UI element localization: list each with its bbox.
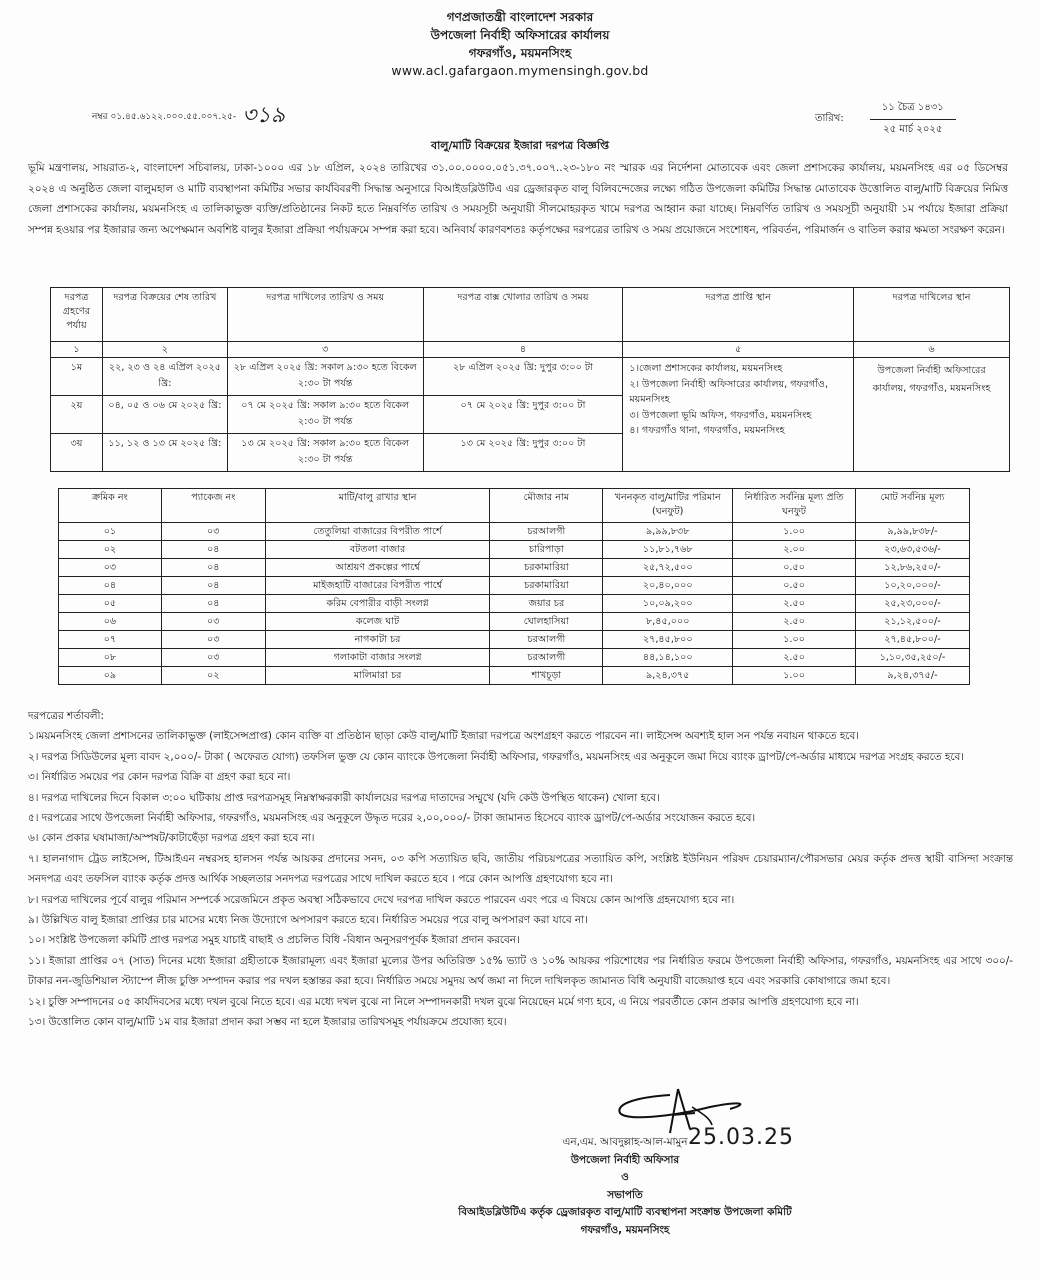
storage-location: নাগকাটা চর xyxy=(265,631,490,649)
package-header: ক্রমিক নং xyxy=(59,489,162,523)
serial-no: ০৮ xyxy=(59,649,162,667)
total-min-price: ২১,১২,৫০০/- xyxy=(856,613,970,631)
receipt-place: ৪। গফরগাঁও থানা, গফরগাঁও, ময়মনসিংহ xyxy=(629,425,785,436)
storage-location: তেতুলিয়া বাজারের বিপরীত পার্শে xyxy=(265,523,490,541)
schedule-header: দরপত্র বিক্রয়ের শেষ তারিখ xyxy=(102,288,227,342)
column-number: ১ xyxy=(51,342,103,358)
package-no: ০৩ xyxy=(161,649,265,667)
term-item: ১১। ইজারা প্রাপ্তির ০৭ (সাত) দিনের মধ্যে ইজারা গ্রহীতাকে ইজারামূল্য এবং ইজারা মুল্যের উপর অতিরিক্ত ১৫% ভ্যাট ও ১০% আয়কর পরিশোধের পর নির্ধারিত ফরমে উপজেলা নির্বাহী অফিসার, গফরগাঁও, ময়মনসিংহ এর সাথে ৩০০/- টাকার নন-জুডিশিয়াল স্ট্যাম্পে লীজ চুক্তি সম্পাদন করার পর দখল হস্তান্তর করা হবে। নির্ধারিত সময়ে সমুদয় অর্থ জমা না দিলে দাখিলকৃত জামানত বিধি অনুযায়ী বাজেয়াপ্ত হবে এবং সরকারি কোষাগারে জমা হবে। xyxy=(28,954,1013,988)
term-item: ১২। চুক্তি সম্পাদনের ০৫ কার্যদিবসের মধ্যে দখল বুঝে নিতে হবে। এর মধ্যে দখল বুঝে না নিলে সম্পাদনকারী দখল বুঝে নিয়েছেন মর্মে গণ্য হবে, এ নিয়ে পরবর্তীতে কোন প্রকার আপত্তি গ্রহণযোগ্য হবে না। xyxy=(28,995,859,1008)
submission-time: ২৮ এপ্রিল ২০২৫ খ্রি: সকাল ৯:৩০ হতে বিকেল ২:৩০ টা পর্যন্ত xyxy=(227,358,423,396)
quantity-cft: ২৭,৪৫,৮০০ xyxy=(603,631,733,649)
committee-location: গফরগাঁও, ময়মনসিংহ xyxy=(580,1223,670,1236)
intro-paragraph: ভূমি মন্ত্রণালয়, সায়রাত-২, বাংলাদেশ সচিবালয়, ঢাকা-১০০০ এর ১৮ এপ্রিল, ২০২৪ তারিখের ৩১.০০.০০০০.০৫১.৩৭.০০৭..২৩-১৮০ নং স্মারক এর নির্দেশনা মোতাবেক এবং জেলা প্রশাসকের কার্যালয়, ময়মনসিংহ এর ০৫ ডিসেম্বর ২০২৪ এ অনুষ্ঠিত জেলা বালুমহাল ও মাটি ব্যবস্থাপনা কমিটির সভার কার্যবিবরণী সিদ্ধান্ত অনুসারে বিআইডব্লিউটিএ এর ড্রেজারকৃত বালু বিলিবন্দেজের লক্ষ্যে গঠিত উপজেলা কমিটির সিদ্ধান্ত মোতাবেক উত্তোলিত বালু/মাটি বিক্রয়ের নিমিত্ত জেলা প্রশাসকের কার্যালয়, ময়মনসিংহ এ তালিকাভুক্ত ব্যক্তি/প্রতিষ্ঠানের নিকট হতে নিম্নবর্ণিত তারিখ ও সময়সূচী অনুযায়ী সীলমোহরকৃত খামে দরপত্র আহ্বান করা যাচ্ছে। নিম্নবর্ণিত তারিখ ও সময়সূচী অনুযায়ী ১ম পর্যায়ে ইজারা প্রক্রিয়া সম্পন্ন হওয়ার পর ইজারার জন্য অপেক্ষমান অবশিষ্ট বালুর ইজারা প্রক্রিয়া পর্যায়ক্রমে সম্পন্ন করা হবে। অনিবার্য কারণবশতঃ কর্তৃপক্ষের দরপত্রের তারিখ ও সময় প্রয়োজনে সংশোধন, পরিবর্তন, পরিমার্জন ও বাতিল করার ক্ষমতা সংরক্ষণ করেন। xyxy=(28,162,1008,236)
package-no: ০৪ xyxy=(161,577,265,595)
receipt-place: ১।জেলা প্রশাসকের কার্যালয়, ময়মনসিংহ xyxy=(629,363,783,374)
serial-no: ০৭ xyxy=(59,631,162,649)
terms-section xyxy=(28,706,1013,1033)
quantity-cft: ১০,০৯,২০০ xyxy=(603,595,733,613)
package-row xyxy=(59,523,970,541)
min-rate: ২.৫০ xyxy=(733,595,856,613)
quantity-cft: ৮,৪৫,০০০ xyxy=(603,613,733,631)
term-item: ৫। দরপত্রের সাথে উপজেলা নির্বাহী অফিসার, গফরগাঁও, ময়মনসিংহ এর অনুকূলে উদ্ধৃত দরের ২,০০,০০০/- টাকা জামানত হিসেবে ব্যাংক ড্রাপট/পে-অর্ডার সংযোজন করতে হবে। xyxy=(28,812,756,825)
total-min-price: ৯,৯৯,৮৩৮/- xyxy=(856,523,970,541)
serial-no: ০৩ xyxy=(59,559,162,577)
min-rate: ১.০০ xyxy=(733,523,856,541)
mouza-name: শাখচূড়া xyxy=(490,667,603,685)
handwritten-date: 25.03.25 xyxy=(688,1125,794,1150)
min-rate: ০.৫০ xyxy=(733,559,856,577)
storage-location: করিম বেপারীর বাড়ী সংলগ্ন xyxy=(265,595,490,613)
mouza-name: ঘোলহাসিয়া xyxy=(490,613,603,631)
package-row xyxy=(59,541,970,559)
stage: ২য় xyxy=(51,396,103,434)
quantity-cft: ২০,৪০,০০০ xyxy=(603,577,733,595)
mouza-name: চরআলগী xyxy=(490,523,603,541)
quantity-cft: ৯,৯৯,৮৩৮ xyxy=(603,523,733,541)
quantity-cft: ৪৪,১৪,১০০ xyxy=(603,649,733,667)
term-item: ২। দরপত্র সিডিউলের মূল্য বাবদ ২,০০০/- টাকা ( অফেরত যোগ্য) তফসিল ভুক্ত যে কোন ব্যাংকে উপজেলা নির্বাহী অফিসার, গফরগাঁও, ময়মনসিংহ এর অনুকূলে জমা দিয়ে ব্যাংক ড্রাপট/পে-অর্ডার মাধ্যমে দরপত্র সংগ্রহ করতে হবে। xyxy=(28,750,965,763)
serial-no: ০২ xyxy=(59,541,162,559)
package-no: ০২ xyxy=(161,667,265,685)
serial-no: ০৬ xyxy=(59,613,162,631)
package-no: ০৪ xyxy=(161,541,265,559)
date-english: ২৫ মার্চ ২০২৫ xyxy=(883,124,943,135)
quantity-cft: ১১,৮১,৭৬৮ xyxy=(603,541,733,559)
total-min-price: ২৭,৪৫,৮০০/- xyxy=(856,631,970,649)
date-bangla: ১১ চৈত্র ১৪৩১ xyxy=(870,100,956,120)
serial-no: ০৪ xyxy=(59,577,162,595)
package-table xyxy=(58,488,970,685)
schedule-header: দরপত্র দাখিলের তারিখ ও সময় xyxy=(227,288,423,342)
storage-location: আশ্রয়ণ প্রকল্পের পার্শ্বে xyxy=(265,559,490,577)
package-header: মাটি/বালু রাখার স্থান xyxy=(265,489,490,523)
package-row xyxy=(59,559,970,577)
package-header: মোট সর্বনিম্ন মূল্য xyxy=(856,489,970,523)
mouza-name: চারিপাড়া xyxy=(490,541,603,559)
column-number: ৩ xyxy=(227,342,423,358)
package-no: ০৪ xyxy=(161,595,265,613)
schedule-table xyxy=(50,287,1010,472)
receipt-place: ৩। উপজেলা ভূমি অফিস, গফরগাঁও, ময়মনসিংহ xyxy=(629,409,812,421)
submission-place: উপজেলা নির্বাহী অফিসারের কার্যালয়, গফরগাঁও, ময়মনসিংহ xyxy=(854,358,1010,472)
min-rate: ১.০০ xyxy=(733,667,856,685)
mouza-name: জয়ার চর xyxy=(490,595,603,613)
package-row xyxy=(59,613,970,631)
serial-no: ০৫ xyxy=(59,595,162,613)
storage-location: কলেজ ঘাট xyxy=(265,613,490,631)
schedule-header: দরপত্র দাখিলের স্থান xyxy=(854,288,1010,342)
term-item: ১।ময়মনসিংহ জেলা প্রশাসনের তালিকাভুক্ত (লাইসেন্সপ্রাপ্ত) কোন ব্যক্তি বা প্রতিষ্ঠান ছাড়া কেউ বালু/মাটি ইজারা দরপত্রে অংশগ্রহণ করতে পারবেন না। লাইসেন্স অবশ্যই হাল সন পর্যন্ত নবায়ন থাকতে হবে। xyxy=(28,730,859,743)
mouza-name: চরকামারিয়া xyxy=(490,577,603,595)
storage-location: গলাকাটা বাজার সংলগ্ন xyxy=(265,649,490,667)
package-header: খননকৃত বালু/মাটির পরিমান (ঘনফুট) xyxy=(603,489,733,523)
serial-no: ০১ xyxy=(59,523,162,541)
total-min-price: ১২,৮৬,২৫০/- xyxy=(856,559,970,577)
signatory-role: সভাপতি xyxy=(607,1188,643,1201)
opening-time: ২৮ এপ্রিল ২০২৫ খ্রি: দুপুর ৩:০০ টা xyxy=(423,358,623,396)
package-header: প্যাকেজ নং xyxy=(161,489,265,523)
signatory-conjunction: ও xyxy=(621,1171,629,1183)
schedule-header: দরপত্র গ্রহণের পর্যায় xyxy=(51,288,103,342)
term-item: ১৩। উত্তোলিত কোন বালু/মাটি ১ম বার ইজারা প্রদান করা সম্ভব না হলে ইজারার তারিখসমূহ পর্যায়ক্রমে প্রযোজ্য হবে। xyxy=(28,1016,507,1029)
term-item: ৩। নির্ধারিত সময়ের পর কোন দরপত্র বিক্রি বা গ্রহণ করা হবে না। xyxy=(28,771,291,784)
date-label: তারিখ: xyxy=(815,113,844,124)
package-row xyxy=(59,577,970,595)
package-header-row xyxy=(59,489,970,523)
office-location: গফরগাঁও, ময়মনসিংহ xyxy=(468,46,572,60)
memo-number xyxy=(92,98,285,135)
stage: ৩য় xyxy=(51,434,103,472)
package-no: ০৩ xyxy=(161,631,265,649)
signatory-designation: উপজেলা নির্বাহী অফিসার xyxy=(570,1153,680,1166)
schedule-row xyxy=(51,358,1010,396)
storage-location: মালিমারা চর xyxy=(265,667,490,685)
package-header: নির্ধারিত সর্বনিম্ন মূল্য প্রতি ঘনফুট xyxy=(733,489,856,523)
letterhead xyxy=(0,8,1040,80)
package-no: ০৩ xyxy=(161,523,265,541)
storage-location: মাইজহাটি বাজারের বিপরীত পার্শ্বে xyxy=(265,577,490,595)
term-item: ৬। কোন প্রকার ঘষামাজা/অস্পষট/কাটাছেঁড়া দরপত্র গ্রহণ করা হবে না। xyxy=(28,832,315,845)
committee-name: বিআইডব্লিউটিএ কর্তৃক ড্রেজারকৃত বালু/মাটি ব্যবস্থাপনা সংক্রান্ত উপজেলা কমিটি xyxy=(458,1206,792,1218)
office-name: উপজেলা নির্বাহী অফিসারের কার্যালয় xyxy=(430,28,610,42)
terms-heading: দরপত্রের শর্তাবলী: xyxy=(28,710,105,722)
sale-end-date: ২২, ২৩ ও ২৪ এপ্রিল ২০২৫ খ্রি: xyxy=(102,358,227,396)
opening-time: ১৩ মে ২০২৫ খ্রি: দুপুর ৩:০০ টা xyxy=(423,434,623,472)
total-min-price: ২৩,৬৩,৫৩৬/- xyxy=(856,541,970,559)
schedule-header: দরপত্র প্রাপ্তি স্থান xyxy=(623,288,854,342)
memo-number-text: নম্বর ০১.৪৫.৬১২২.০০০.৫৫.০০৭.২৫- xyxy=(92,112,237,122)
submission-time: ১৩ মে ২০২৫ খ্রি: সকাল ৯:৩০ হতে বিকেল ২:৩০ টা পর্যন্ত xyxy=(227,434,423,472)
terms-list xyxy=(28,726,1013,1032)
column-number: ৬ xyxy=(854,342,1010,358)
schedule-header: দরপত্র বাক্স খোলার তারিখ ও সময় xyxy=(423,288,623,342)
package-no: ০৩ xyxy=(161,613,265,631)
mouza-name: চরআলগী xyxy=(490,631,603,649)
column-number: ৫ xyxy=(623,342,854,358)
column-number-row xyxy=(51,342,1010,358)
serial-no: ০৯ xyxy=(59,667,162,685)
handwritten-memo-number: ৩১৯ xyxy=(242,103,286,128)
term-item: ১০। সংশ্লিষ্ট উপজেলা কমিটি প্রাপ্ত দরপত্র সমুহ যাচাই বাছাই ও প্রচলিত বিধি -বিধান অনুসরণপূর্বক ইজারা প্রদান করবেন। xyxy=(28,934,520,947)
govt-name: গণপ্রজাতন্ত্রী বাংলাদেশ সরকার xyxy=(446,10,594,24)
total-min-price: ২৫,২৩,০০০/- xyxy=(856,595,970,613)
package-no: ০৪ xyxy=(161,559,265,577)
notice-title: বালু/মাটি বিক্রয়ের ইজারা দরপত্র বিজ্ঞপ্তি xyxy=(430,139,610,152)
total-min-price: ১,১০,৩৫,২৫০/- xyxy=(856,649,970,667)
stage: ১ম xyxy=(51,358,103,396)
date-block xyxy=(815,100,956,139)
term-item: ৮। দরপত্র দাখিলের পূর্বে বালুর পরিমান সম্পর্কে সরেজমিনে প্রকৃত অবস্থা সঠিকভাবে দেখে দরপত্র দাখিল করতে পারবেন এবং পরে এ বিষয়ে কোন আপত্তি গ্রহনযোগ্য হবে না। xyxy=(28,893,735,906)
term-item: ৭। হালনাগাদ ট্রেড লাইসেন্স, টিআইএন নম্বরসহ হালসন পর্যন্ত আয়কর প্রদানের সনদ, ০৩ কপি সত্যায়িত ছবি, জাতীয় পরিচয়পত্রের সত্যায়িত কপি, সংশ্লিষ্ট ইউনিয়ন পরিষদ চেয়ারম্যান/পৌরসভার মেয়র কর্তৃক প্রদত্ত স্থায়ী বাসিন্দা সংক্রান্ত সনদপত্র এবং তফসিল ব্যাংক কর্তৃক প্রদত্ত আর্থিক সচ্ছলতার সনদপত্র দরপত্রের সাথে দাখিল করতে হবে । পরে কোন আপত্তি গ্রহণযোগ্য হবে না। xyxy=(28,852,1013,886)
min-rate: ২.৫০ xyxy=(733,649,856,667)
website-link[interactable]: www.acl.gafargaon.mymensingh.gov.bd xyxy=(391,63,649,78)
column-number: ৪ xyxy=(423,342,623,358)
package-header: মৌজার নাম xyxy=(490,489,603,523)
package-table-body xyxy=(59,523,970,685)
submission-time: ০৭ মে ২০২৫ খ্রি: সকাল ৯:৩০ হতে বিকেল ২:৩০ টা পর্যন্ত xyxy=(227,396,423,434)
min-rate: ২.০০ xyxy=(733,541,856,559)
term-item: ৯। উল্লিখিত বালু ইজারা প্রাপ্তির চার মাসের মধ্যে নিজ উদ্যোগে অপসারণ করতে হবে। নির্ধারিত সময়ের পরে বালু অপসারণ করা যাবে না। xyxy=(28,914,588,927)
mouza-name: চরআলগী xyxy=(490,649,603,667)
receipt-place: ২। উপজেলা নির্বাহী অফিসারের কার্যালয়, গফরগাঁও, ময়মনসিংহ xyxy=(629,378,828,405)
signatory-name: এন,এম. আবদুল্লাহ-আল-মামুন xyxy=(562,1136,688,1148)
quantity-cft: ২৫,৭২,৫০০ xyxy=(603,559,733,577)
total-min-price: ১০,২০,০০০/- xyxy=(856,577,970,595)
quantity-cft: ৯,২৪,৩৭৫ xyxy=(603,667,733,685)
term-item: ৪। দরপত্র দাখিলের দিনে বিকাল ৩:০০ ঘটিকায় প্রাপ্ত দরপত্রসমূহ নিম্নস্বাক্ষরকারী কার্যালয়ের দরপত্র দাতাদের সম্মুখে (যদি কেউ উপস্থিত থাকেন) খোলা হবে। xyxy=(28,791,660,804)
package-row xyxy=(59,595,970,613)
min-rate: ০.৫০ xyxy=(733,577,856,595)
package-row xyxy=(59,631,970,649)
opening-time: ০৭ মে ২০২৫ খ্রি: দুপুর ৩:০০ টা xyxy=(423,396,623,434)
column-number: ২ xyxy=(102,342,227,358)
sale-end-date: ০৪, ০৫ ও ০৬ মে ২০২৫ খ্রি: xyxy=(102,396,227,434)
package-row xyxy=(59,649,970,667)
package-row xyxy=(59,667,970,685)
min-rate: ১.০০ xyxy=(733,631,856,649)
storage-location: বটতলা বাজার xyxy=(265,541,490,559)
min-rate: ২.৫০ xyxy=(733,613,856,631)
sale-end-date: ১১, ১২ ও ১৩ মে ২০২৫ খ্রি: xyxy=(102,434,227,472)
schedule-header-row xyxy=(51,288,1010,342)
mouza-name: চরকামারিয়া xyxy=(490,559,603,577)
total-min-price: ৯,২৪,৩৭৫/- xyxy=(856,667,970,685)
receipt-places xyxy=(623,358,854,472)
